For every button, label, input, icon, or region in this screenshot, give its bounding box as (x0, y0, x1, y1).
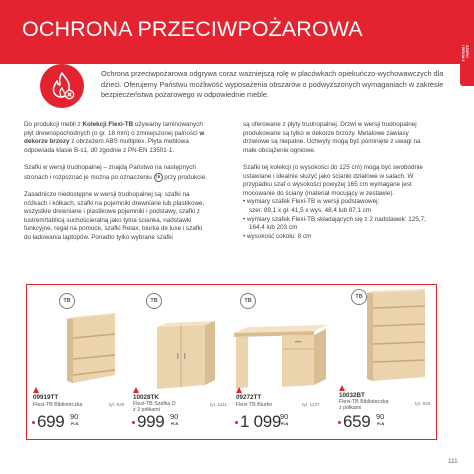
product-name: Flexi-TB Szafka D (133, 401, 176, 407)
intro-text: Ochrona przeciwpożarowa odgrywa coraz ważniejszą rolę w placówkach opiekuńczo-wychowawczych dla dzieci. Oferujemy Państwu możliwość wyposażenia obszarów o podwyższonych wymaganiach w zakresie bezpieczeństwa pożarowego w odpowiednie meble. (101, 69, 444, 100)
product-name-line-2: z 3 półkami (133, 407, 160, 413)
right-paragraph-1: są oferowane z płyty trudnopalnej. Drzwi w wersji trudnopalnej produkowane są tylko w dekorze brzozy. Metalowe zawiasy drzwiowe są niepalne. Uchwyty mogą być pominięte z uwagi na małe obciążenie ogniowe. (243, 121, 421, 154)
tall-bookcase-icon (333, 285, 436, 395)
wooden-desk-icon (230, 285, 333, 395)
product-name-line-2: z półkami (339, 405, 362, 411)
side-tab-label-2: I REGAŁY (461, 45, 465, 62)
products-panel (26, 284, 437, 440)
page-title: OCHRONA PRZECIWPOŻAROWA (22, 17, 363, 41)
product-symbol: tyl. 929 (415, 402, 431, 407)
side-tab-label-1: SZAFKI (465, 45, 469, 58)
product-symbol: tyl. 1137 (302, 403, 320, 408)
header-bar (0, 0, 474, 64)
wooden-cabinet-icon (127, 285, 230, 395)
product-card[interactable] (27, 285, 127, 441)
price-dot (132, 421, 135, 424)
bullet-item-1b: szer. 89,1 x gł. 41,5 x wys. 48,4 lub 87,1 cm (249, 206, 372, 214)
price-currency: PLN (377, 422, 385, 426)
bullet-item-1: • wymiary szafek Flexi-TB w wersji podstawowej: (243, 198, 380, 206)
tb-mark-icon: TB (154, 173, 163, 182)
product-name: Flexi-TB Biurko (236, 402, 273, 408)
price-currency: PLN (71, 422, 79, 426)
left-text-column (24, 121, 209, 251)
price-currency: PLN (281, 422, 289, 426)
product-symbol: tyl. 1111 (210, 403, 228, 408)
bullet-item-2: • wymiary szafek Flexi-TB składających się z 2 nadstawek: 125,7; 164,4 lub 203 cm (243, 215, 426, 232)
product-symbol: tyl. 929 (109, 403, 125, 408)
price-currency: PLN (171, 422, 179, 426)
section-side-tab[interactable] (460, 42, 474, 86)
price-cents: 90 (280, 412, 289, 421)
right-text-column (243, 121, 433, 241)
tb-badge-icon: TB (59, 293, 75, 309)
wooden-bookcase-icon (27, 285, 127, 395)
tb-badge-icon: TB (351, 289, 367, 305)
product-card[interactable] (127, 285, 230, 441)
product-name: Flexi-TB Biblioteczka (339, 399, 389, 405)
tb-badge-icon: TB (146, 293, 162, 309)
product-card[interactable] (333, 285, 436, 441)
product-code: 10032BT (339, 392, 365, 399)
price-value: 999 (137, 412, 165, 431)
product-name: Flexi-TB Biblioteczka (33, 402, 83, 408)
promo-triangle-icon (33, 387, 39, 393)
bullet-item-3: • wysokość cokołu: 8 cm (243, 232, 312, 240)
promo-triangle-icon (236, 387, 242, 393)
left-paragraph-2: Szafki w wersji trudnopalnej – znajdą Państwo na następnych stronach i rozpoznać je można po oznaczeniu TB przy produkcie. (24, 163, 207, 181)
price-cents: 90 (170, 412, 179, 421)
price-value: 659 (343, 412, 371, 431)
product-code: 09272TT (236, 394, 262, 401)
fire-prohibition-icon (39, 63, 85, 109)
product-code: 10028TK (133, 394, 159, 401)
price-cents: 90 (70, 412, 79, 421)
price-dot (235, 421, 238, 424)
left-paragraph-1: Do produkcji mebli z Kolekcji Flexi-TB używamy laminowanych płyt drewnopochodnych (o gr. 18 mm) o zmniejszonej palności w dekorze brzozy z obrzeżem ABS multiplex. Płyta meblowa odpowiada klasie B-s1, d0 zgodnie z PN-EN 13501-1. (24, 121, 205, 154)
product-card[interactable] (230, 285, 333, 441)
product-code: 09919TT (33, 394, 59, 401)
price-value: 1 099 (240, 412, 282, 431)
price-value: 699 (37, 412, 65, 431)
price-dot (32, 421, 35, 424)
price-dot (338, 421, 341, 424)
page-number: 111 (448, 458, 458, 465)
promo-triangle-icon (133, 387, 139, 393)
price-cents: 90 (376, 412, 385, 421)
left-paragraph-3: Zasadniczo niedostępne w wersji trudnopalnej są: szafki na nóżkach i kółkach, szafki na pojemniki drewniane lub plastikowe, wszystkie drewniane i plastikowe pojemniki i podstawy, szafki z lustrem/tablicą suchościeralną jako tylna ścianka, nadstawki funkcyjne, regał na pomoce, szafki Relax, biurka de luxe i szafki do ładowania laptopów. Ponadto tylko wybrane szafki (24, 190, 205, 241)
promo-triangle-icon (339, 385, 345, 391)
right-paragraph-2: Szafki tej kolekcji (o wysokości do 125 cm) mogą być swobodnie ustawiane i idealnie służyć jako ścianki działowe w salach. W przypadku szaf o wysokości powyżej 165 cm wymagane jest mocowanie do ściany (materiał mocujący w zestawie). (243, 163, 423, 197)
tb-badge-icon: TB (240, 293, 256, 309)
